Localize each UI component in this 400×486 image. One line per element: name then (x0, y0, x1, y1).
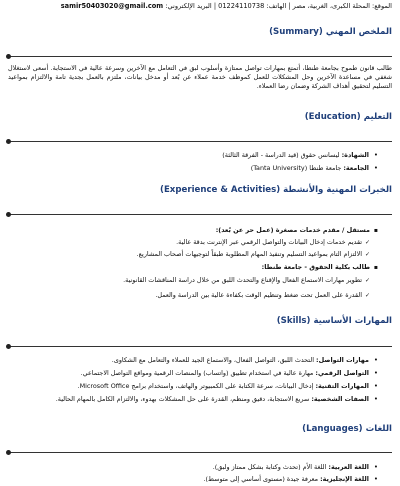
skill-digital (8, 369, 378, 377)
skill-value: إدخال البيانات، سرعة الكتابة على الكمبيوتر والهاتف، واستخدام برامج Microsoft Office. (77, 382, 314, 390)
summary-divider (8, 56, 392, 57)
skill-label: المهارات التقنية: (315, 382, 369, 390)
experience-heading: الخبرات المهنية والأنشطة (Experience & Activities) (160, 185, 392, 195)
skill-communication (8, 356, 378, 364)
summary-text: طالب قانون طموح بجامعة طنطا، أتمتع بمهارات تواصل ممتازة وأسلوب لبق في التعامل مع الآخرين وسرعة عالية في الاستجابة. أسعى لاستغلال شغفي في مساعدة الآخرين وحل المشكلات للعمل كموظف خدمة عملاء عن بُعد أو مدخل بيانات، ملتزم بالعمل بجدية تامة والالتزام بمواعيد التسليم لتحقيق أهداف الشركة وضمان رضا العملاء. (8, 64, 392, 90)
education-degree-value: ليسانس حقوق (قيد الدراسة - الفرقة الثالثة) (222, 151, 340, 159)
language-label: اللغة الإنجليزية: (320, 475, 369, 483)
experience-role-freelance: ▪ مستقل / مقدم خدمات مصغرة (عمل حر عن بُعد): (8, 226, 378, 235)
experience-divider (8, 214, 392, 215)
divider-dot-icon (6, 139, 11, 144)
skill-label: مهارات التواصل: (316, 356, 369, 364)
skill-value: التحدث اللبق، التواصل الفعال، والاستماع الجيد للعملاء والتعامل مع الشكاوى. (111, 356, 314, 364)
education-university-label: الجامعة: (343, 164, 369, 172)
skill-value: مهارة عالية في استخدام تطبيق (واتساب) والمنصات الرقمية ومواقع التواصل الاجتماعي. (80, 369, 314, 377)
education-degree-label: الشهادة: (341, 151, 369, 159)
language-label: اللغة العربية: (328, 463, 369, 471)
skill-label: الصفات الشخصية: (311, 395, 369, 403)
skill-value: سريع الاستجابة، دقيق ومنظم، القدرة على حل المشكلات بهدوء، والالتزام الكامل بالمهام الحالية. (55, 395, 310, 403)
divider-dot-icon (6, 450, 11, 455)
divider-dot-icon (6, 344, 11, 349)
experience-role-student: ▪ طالب بكلية الحقوق - جامعة طنطا: (8, 263, 378, 272)
language-english (8, 475, 378, 483)
language-value: اللغة الأم (تحدث وكتابة بشكل ممتاز ولبق). (212, 463, 327, 471)
skill-personal (8, 395, 378, 403)
experience-item: ✓ القدرة على العمل تحت ضغط وتنظيم الوقت بكفاءة عالية بين الدراسة والعمل. (8, 291, 370, 300)
contact-email[interactable]: samir50403020@gmail.com (60, 2, 164, 10)
skill-technical (8, 382, 378, 390)
education-degree (8, 151, 378, 159)
languages-divider (8, 452, 392, 453)
contact-line (8, 2, 392, 10)
experience-item: ✓ الالتزام التام بمواعيد التسليم وتنفيذ المهام المطلوبة طبقاً لتوجيهات أصحاب المشاريع. (8, 250, 370, 259)
language-arabic (8, 463, 378, 471)
languages-heading: اللغات (Languages) (302, 424, 392, 434)
education-university (8, 164, 378, 172)
skills-heading: المهارات الأساسية (Skills) (276, 316, 392, 326)
skills-divider (8, 346, 392, 347)
education-divider (8, 141, 392, 142)
divider-dot-icon (6, 54, 11, 59)
experience-item: ✓ تطوير مهارات الاستماع الفعال والإقناع والتحدث اللبق من خلال دراسة المناقشات القانونية. (8, 276, 370, 285)
contact-info: الموقع: المحلة الكبرى، الغربية، مصر | الهاتف: 01224110738 | البريد الإلكتروني: (165, 2, 392, 10)
experience-item: ✓ تقديم خدمات إدخال البيانات والتواصل الرقمي عبر الإنترنت بدقة عالية. (8, 238, 370, 247)
education-university-value: جامعة طنطا (Tanta University) (250, 164, 342, 172)
divider-dot-icon (6, 212, 11, 217)
skill-label: التواصل الرقمي: (315, 369, 369, 377)
summary-heading: الملخص المهني (Summary) (269, 27, 392, 37)
education-heading: التعليم (Education) (304, 112, 392, 122)
language-value: معرفة جيدة (مستوى أساسي إلى متوسط). (203, 475, 319, 483)
